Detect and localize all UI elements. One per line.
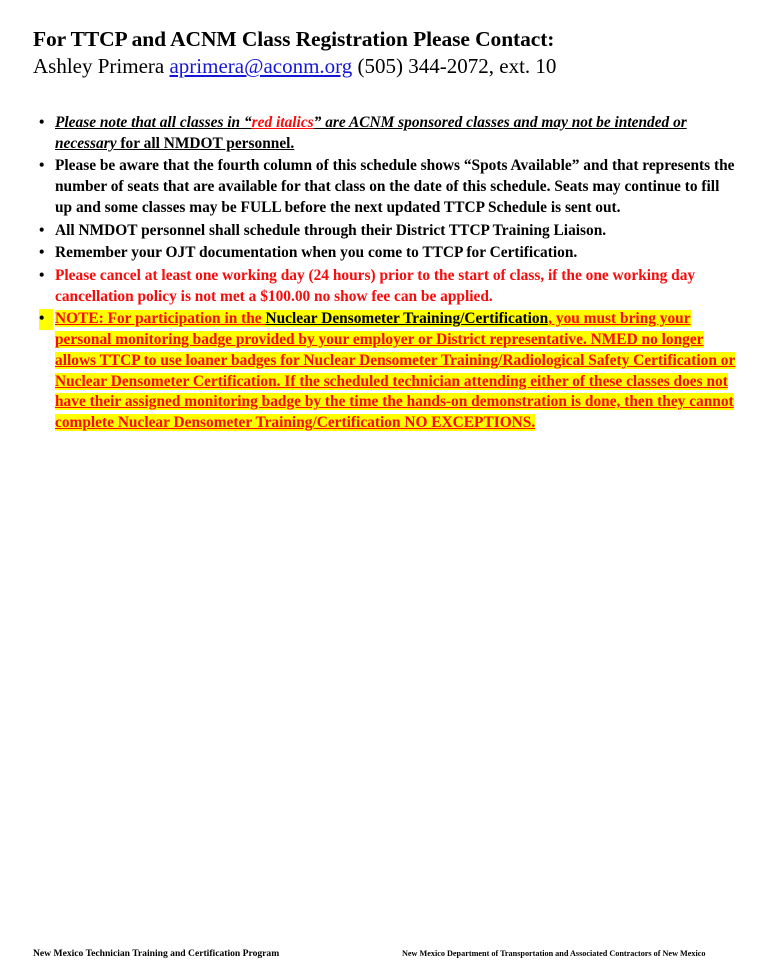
list-item	[33, 221, 739, 242]
segment-note-course-name: Nuclear Densometer Training/Certification	[265, 310, 549, 328]
segment-note-body: , you must bring your personal monitoring badge provided by your employer or District representative. NMED no longer allows TTCP to use loaner badges for Nuclear Densometer Training/Radiological Safety Certification or Nuclear Densometer Certification. If the scheduled technician attending either of these classes does not have their assigned monitoring badge by the time the hands-on demonstration is done, then they cannot complete Nuclear Densometer Training/Certification NO EXCEPTIONS.	[55, 310, 736, 432]
list-item	[33, 243, 739, 264]
notice-spots-available: Please be aware that the fourth column of this schedule shows “Spots Available” and that represents the number of seats that are available for that class on the date of this schedule. Seats may continue to fill up and some classes may be FULL before the next updated TTCP Schedule is sent out.	[55, 157, 735, 216]
segment-text: ” are ACNM sponsored classes and may not be intended or necessary	[55, 114, 687, 152]
document-footer	[0, 948, 768, 964]
contact-phone: (505) 344-2072, ext. 10	[352, 54, 557, 79]
bullet-marker-icon: •	[39, 244, 45, 262]
contact-line	[33, 53, 733, 79]
segment-text: for all NMDOT personnel.	[116, 134, 295, 152]
segment-text: Please note that all classes in “	[55, 114, 252, 131]
contact-email-link[interactable]: aprimera@aconm.org	[169, 54, 353, 79]
document-header	[33, 26, 733, 79]
bullet-marker-icon: •	[39, 157, 45, 175]
bullet-marker-icon: •	[39, 309, 53, 330]
notice-district-liaison: All NMDOT personnel shall schedule through their District TTCP Training Liaison.	[55, 221, 607, 239]
page-title: For TTCP and ACNM Class Registration Please Contact:	[33, 27, 555, 51]
list-item	[33, 156, 739, 218]
bullet-marker-icon: •	[39, 267, 45, 285]
segment-note-lead: NOTE: For participation in the	[55, 310, 266, 328]
footer-right-text: New Mexico Department of Transportation and Associated Contractors of New Mexico	[402, 949, 706, 958]
notice-nuclear-densometer	[55, 310, 735, 431]
notices-list	[33, 113, 739, 435]
contact-name: Ashley Primera	[33, 54, 170, 79]
bullet-marker-icon: •	[39, 221, 45, 239]
list-item	[33, 309, 739, 433]
list-item	[33, 113, 739, 154]
segment-red-italics: red italics	[251, 114, 314, 131]
list-item	[33, 266, 739, 307]
notice-cancellation-policy: Please cancel at least one working day (24 hours) prior to the start of class, if the one working day cancellation policy is not met a $100.00 no show fee can be applied.	[55, 267, 696, 305]
footer-left-text: New Mexico Technician Training and Certification Program	[33, 948, 280, 959]
bullet-marker-icon: •	[39, 114, 45, 131]
notice-red-italics	[55, 114, 687, 152]
notice-ojt-documentation: Remember your OJT documentation when you come to TTCP for Certification.	[55, 244, 578, 262]
